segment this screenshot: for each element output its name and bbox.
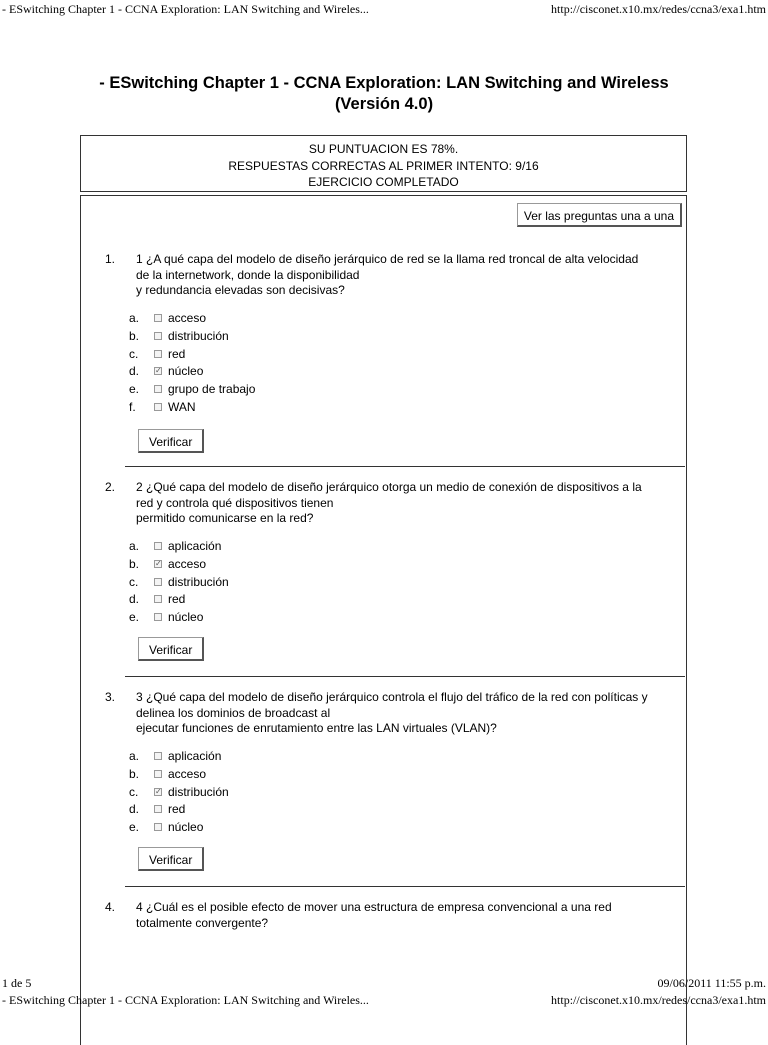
question-line: permitido comunicarse en la red? [136, 511, 314, 525]
checkbox-checked[interactable]: ✓ [155, 558, 162, 568]
score-line: SU PUNTUACION ES 78%. [308, 142, 459, 156]
option-letter: f. [129, 399, 136, 414]
checkbox-checked[interactable]: ✓ [155, 366, 162, 376]
option-label: grupo de trabajo [168, 382, 256, 397]
print-footer-title: - ESwitching Chapter 1 - CCNA Exploration: LAN Switching and Wireles... [2, 993, 369, 1007]
question-number: 4. [105, 900, 116, 914]
question-line: 3 ¿Qué capa del modelo de diseño jerárquico controla el flujo del tráfico de la red con políticas y [136, 690, 648, 704]
print-datetime: 09/06/2011 11:55 p.m. [657, 976, 766, 990]
option-label: red [168, 802, 186, 817]
option-letter: a. [129, 311, 140, 325]
question-divider [125, 676, 685, 677]
quiz-content [80, 195, 687, 1045]
page-count: 1 de 5 [2, 976, 32, 990]
checkbox[interactable] [154, 752, 162, 760]
option-label: núcleo [168, 364, 204, 379]
question-divider [125, 466, 685, 467]
print-footer-url: http://cisconet.x10.mx/redes/ccna3/exa1.htm [551, 993, 766, 1007]
checkbox[interactable] [154, 314, 162, 322]
page-title-line1: - ESwitching Chapter 1 - CCNA Exploration: LAN Switching and Wireless [99, 74, 669, 92]
option-label: núcleo [168, 610, 204, 625]
checkbox-checked[interactable]: ✓ [155, 786, 162, 796]
question-line: 2 ¿Qué capa del modelo de diseño jerárquico otorga un medio de conexión de dispositivos a la [136, 480, 642, 494]
option-letter: a. [129, 539, 140, 553]
option-label: distribución [168, 574, 229, 589]
question-text [136, 480, 676, 527]
question-line: y redundancia elevadas son decisivas? [136, 283, 345, 297]
page-title [80, 73, 688, 115]
option-label: núcleo [168, 820, 204, 835]
option-label: acceso [168, 556, 207, 571]
verify-button[interactable]: Verificar [138, 637, 204, 661]
checkbox[interactable] [154, 403, 162, 411]
option-letter: d. [129, 802, 140, 817]
page-title-line2: (Versión 4.0) [334, 95, 434, 113]
checkbox[interactable] [154, 805, 162, 813]
print-header-url: http://cisconet.x10.mx/redes/ccna3/exa1.htm [551, 2, 766, 16]
option-letter: b. [129, 328, 140, 343]
question-line: 1 ¿A qué capa del modelo de diseño jerárquico de red se la llama red troncal de alta velocidad [136, 252, 639, 266]
question-number: 2. [105, 480, 116, 494]
option-letter: d. [129, 592, 140, 607]
completed-line: EJERCICIO COMPLETADO [308, 175, 459, 189]
checkbox[interactable] [154, 385, 162, 393]
checkbox[interactable] [154, 770, 162, 778]
checkbox[interactable] [154, 542, 162, 550]
option-letter: c. [129, 574, 139, 589]
question-line: 4 ¿Cuál es el posible efecto de mover una estructura de empresa convencional a una red [136, 900, 612, 914]
option-letter: a. [129, 749, 140, 763]
question-text [136, 900, 676, 931]
option-letter: e. [129, 382, 140, 397]
option-letter: c. [129, 784, 139, 799]
option-letter: b. [129, 556, 140, 571]
verify-button[interactable]: Verificar [138, 847, 204, 871]
option-label: distribución [168, 784, 229, 799]
checkbox[interactable] [154, 332, 162, 340]
option-label: red [168, 592, 186, 607]
view-one-by-one-button[interactable]: Ver las preguntas una a una [517, 203, 682, 227]
checkbox[interactable] [154, 578, 162, 586]
option-letter: e. [129, 820, 140, 835]
question-number: 1. [105, 252, 116, 266]
option-letter: c. [129, 346, 139, 361]
question-text [136, 690, 676, 737]
option-label: acceso [168, 766, 207, 781]
question-line: delinea los dominios de broadcast al [136, 705, 331, 720]
print-header-title: - ESwitching Chapter 1 - CCNA Exploration: LAN Switching and Wireles... [2, 2, 369, 16]
question-line: ejecutar funciones de enrutamiento entre las LAN virtuales (VLAN)? [136, 721, 497, 735]
question-number: 3. [105, 690, 116, 704]
option-letter: d. [129, 364, 140, 379]
first-attempt-line: RESPUESTAS CORRECTAS AL PRIMER INTENTO: 9/16 [228, 158, 539, 173]
question-line: totalmente convergente? [136, 915, 269, 930]
question-line: de la internetwork, donde la disponibilidad [136, 267, 360, 282]
option-label: WAN [168, 399, 196, 414]
option-label: acceso [168, 311, 207, 325]
question-divider [125, 886, 685, 887]
checkbox[interactable] [154, 350, 162, 358]
score-summary [80, 135, 687, 192]
option-letter: b. [129, 766, 140, 781]
verify-button[interactable]: Verificar [138, 429, 204, 453]
option-label: distribución [168, 328, 229, 343]
option-label: red [168, 346, 186, 361]
option-label: aplicación [168, 539, 222, 553]
option-letter: e. [129, 610, 140, 625]
option-label: aplicación [168, 749, 222, 763]
checkbox[interactable] [154, 595, 162, 603]
question-line: red y controla qué dispositivos tienen [136, 495, 334, 510]
checkbox[interactable] [154, 823, 162, 831]
question-text [136, 252, 676, 299]
checkbox[interactable] [154, 613, 162, 621]
